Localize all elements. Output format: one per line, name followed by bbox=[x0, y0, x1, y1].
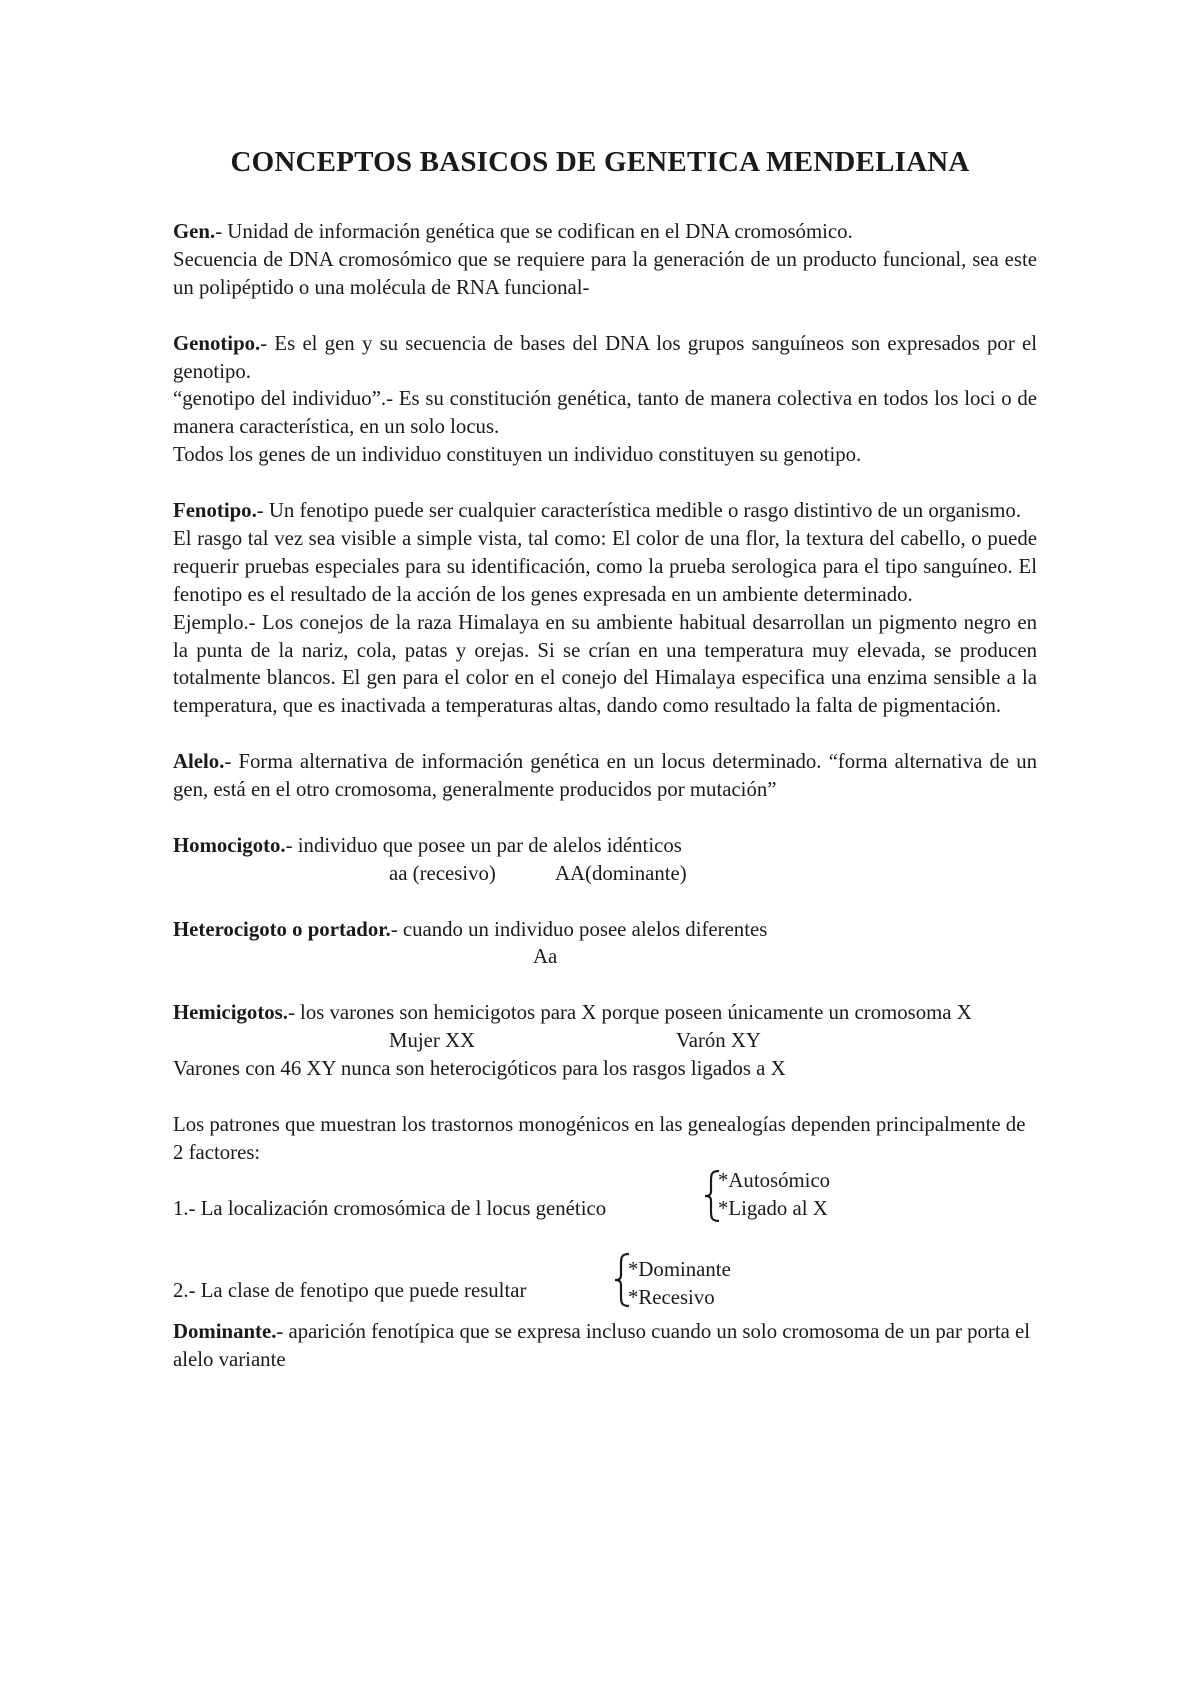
fenotipo-paragraph-2: El rasgo tal vez sea visible a simple vista, tal como: El color de una flor, la textura del cabello, o puede requerir pruebas especiales para su identificación, como la prueba serologica para el tipo sanguíneo. El fenotipo es el resultado de la acción de los genes expresada en un ambiente determinado. bbox=[173, 526, 1037, 606]
homocigoto-definition: Homocigoto.- individuo que posee un par de alelos idénticos bbox=[173, 833, 682, 857]
heterocigoto-example-line bbox=[173, 943, 1037, 971]
hemicigotos-examples bbox=[173, 1027, 1037, 1055]
homocigoto-examples bbox=[173, 860, 1037, 888]
gen-definition: Gen.- Unidad de información genética que se codifican en el DNA cromosómico. bbox=[173, 220, 853, 243]
example-recesivo: aa (recesivo) bbox=[389, 861, 496, 885]
factor-1-option-1: *Autosómico bbox=[718, 1168, 831, 1192]
gen-paragraph: Secuencia de DNA cromosómico que se requiere para la generación de un producto funcional, sea este un polipéptido o una molécula de RNA funcional- bbox=[173, 247, 1037, 299]
document-body bbox=[173, 218, 1037, 1374]
term-fenotipo: Fenotipo. bbox=[173, 499, 257, 523]
example-varon: Varón XY bbox=[676, 1029, 761, 1053]
alelo-definition: Alelo.- Forma alternativa de información genética en un locus determinado. “forma alternativa de un gen, está en el otro cromosoma, generalmente producidos por mutación” bbox=[173, 750, 1037, 802]
hemicigotos-paragraph-2: Varones con 46 XY nunca son heterocigóticos para los rasgos ligados a X bbox=[173, 1057, 786, 1081]
factor-2-option-1: *Dominante bbox=[628, 1258, 731, 1282]
factor-2-option-2: *Recesivo bbox=[628, 1286, 715, 1310]
genotipo-definition: Genotipo.- Es el gen y su secuencia de bases del DNA los grupos sanguíneos son expresados por el genotipo. bbox=[173, 331, 1037, 383]
factor-2-label: 2.- La clase de fenotipo que puede resultar bbox=[173, 1279, 527, 1303]
hemicigotos-definition: Hemicigotos.- los varones son hemicigotos para X porque poseen únicamente un cromosoma X bbox=[173, 1001, 972, 1025]
factor-1-label: 1.- La localización cromosómica de l locus genético bbox=[173, 1196, 607, 1220]
term-gen: Gen. bbox=[173, 220, 216, 243]
term-heterocigoto: Heterocigoto o portador. bbox=[173, 917, 391, 941]
example-heterocigoto: Aa bbox=[533, 945, 558, 969]
fenotipo-definition: Fenotipo.- Un fenotipo puede ser cualquier característica medible o rasgo distintivo de un organismo. bbox=[173, 499, 1022, 523]
patrones-intro: Los patrones que muestran los trastornos monogénicos en las genealogías dependen principalmente de 2 factores: bbox=[173, 1112, 1026, 1164]
example-mujer: Mujer XX bbox=[389, 1029, 476, 1053]
dominante-definition: Dominante.- aparición fenotípica que se expresa incluso cuando un solo cromosoma de un par porta el alelo variante bbox=[173, 1320, 1031, 1372]
term-homocigoto: Homocigoto. bbox=[173, 833, 286, 857]
genotipo-paragraph-3: Todos los genes de un individuo constituyen un individuo constituyen su genotipo. bbox=[173, 443, 862, 467]
page-title: CONCEPTOS BASICOS DE GENETICA MENDELIANA bbox=[230, 146, 970, 178]
term-alelo: Alelo. bbox=[173, 750, 225, 774]
heterocigoto-definition: Heterocigoto o portador.- cuando un individuo posee alelos diferentes bbox=[173, 917, 768, 941]
genotipo-paragraph-2: “genotipo del individuo”.- Es su constitución genética, tanto de manera colectiva en todos los loci o de manera característica, en un solo locus. bbox=[173, 387, 1037, 439]
factor-1-block bbox=[173, 1167, 1037, 1223]
term-dominante: Dominante. bbox=[173, 1320, 277, 1344]
factor-1-option-2: *Ligado al X bbox=[718, 1196, 828, 1220]
fenotipo-example: Ejemplo.- Los conejos de la raza Himalaya en su ambiente habitual desarrollan un pigmento negro en la punta de la nariz, cola, patas y orejas. Si se crían en una temperatura muy elevada, se producen totalmente blancos. El gen para el color en el conejo del Himalaya especifica una enzima sensible a la temperatura, que es inactivada a temperaturas altas, dando como resultado la falta de pigmentación. bbox=[173, 610, 1037, 718]
example-dominante: AA(dominante) bbox=[555, 861, 687, 885]
term-hemicigotos: Hemicigotos. bbox=[173, 1001, 288, 1025]
factor-2-block bbox=[173, 1222, 1037, 1312]
term-genotipo: Genotipo. bbox=[173, 331, 261, 355]
